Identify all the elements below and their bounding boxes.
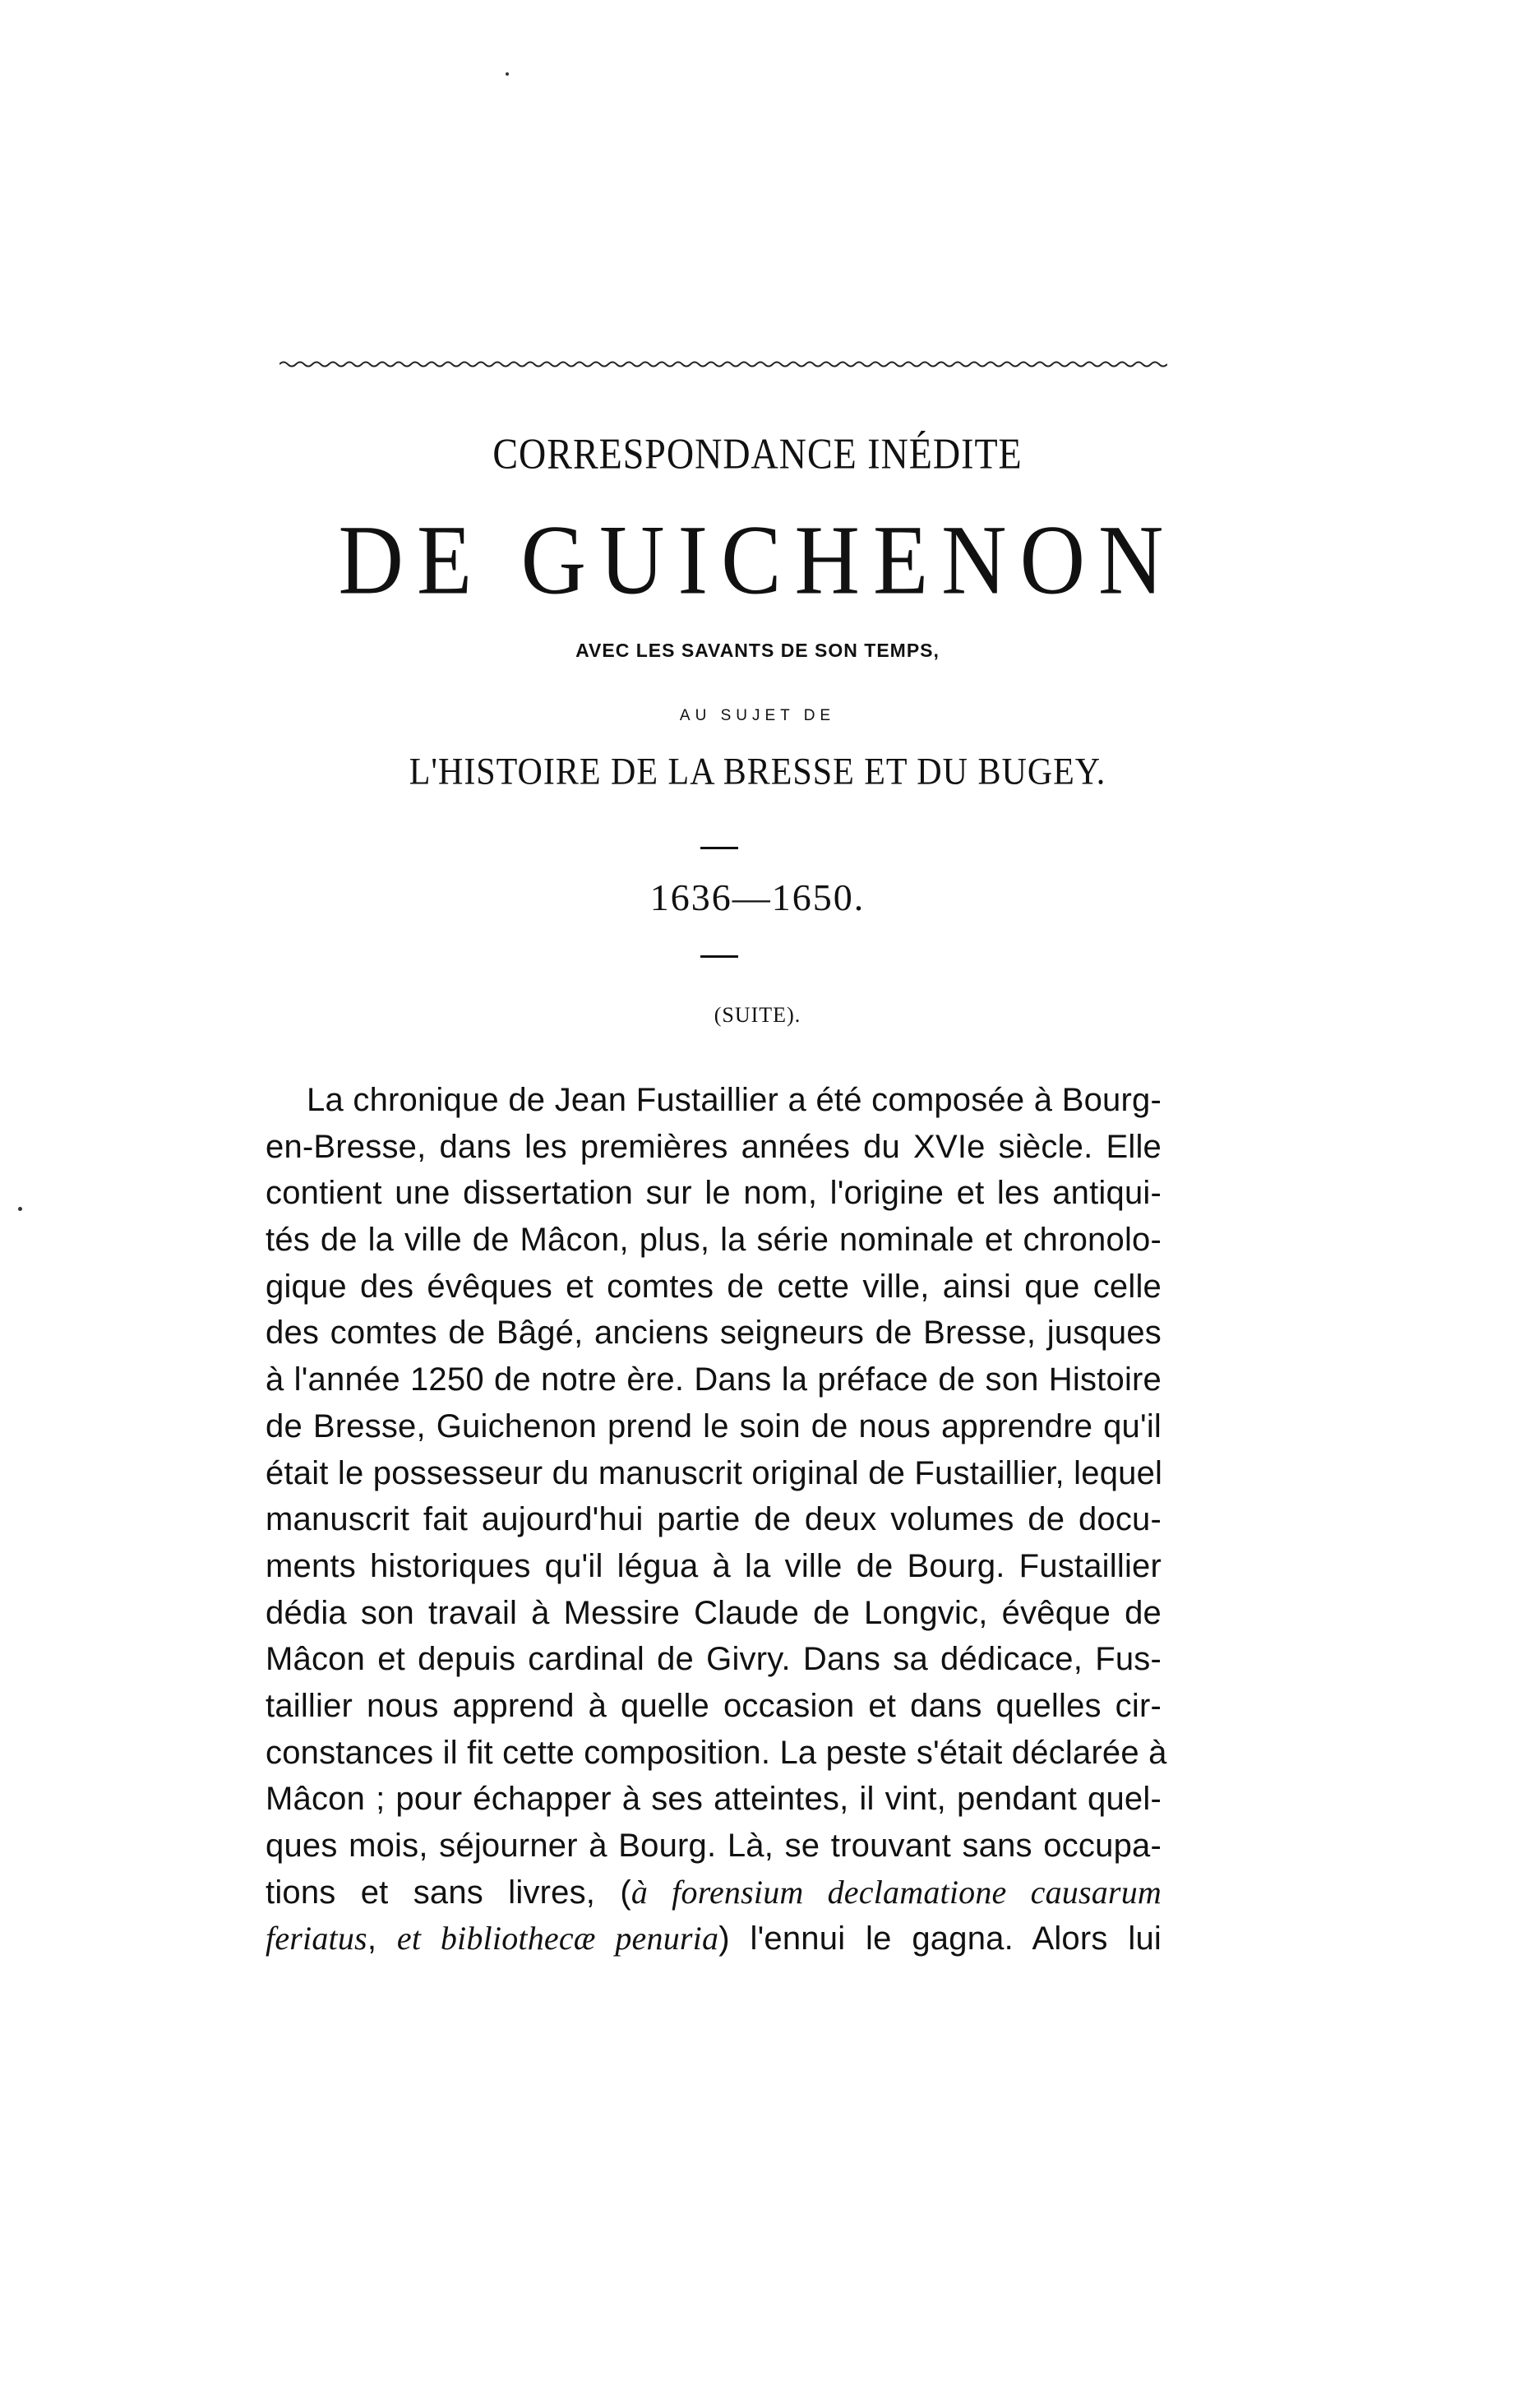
date-range: 1636—1650. bbox=[649, 876, 866, 918]
body-paragraph bbox=[266, 1077, 1167, 1962]
short-rule bbox=[700, 955, 738, 958]
heading-correspondance: CORRESPONDANCE INÉDITE bbox=[492, 429, 1023, 478]
text-line: dédia son travail à Messire Claude de Longvic, évêque de bbox=[266, 1594, 1162, 1631]
text-line: gique des évêques et comtes de cette ville, ainsi que celle bbox=[266, 1268, 1162, 1305]
suite-label: (SUITE). bbox=[714, 1003, 801, 1027]
text-fragment: , bbox=[367, 1920, 397, 1957]
text-fragment: tions et sans livres, bbox=[266, 1874, 596, 1911]
heading-guichenon: DE GUICHENON bbox=[338, 504, 1177, 616]
text-line: Mâcon et depuis cardinal de Givry. Dans sa dédicace, Fus- bbox=[266, 1641, 1162, 1678]
text-line-mixed bbox=[266, 1870, 1162, 1916]
text-fragment: ) l'ennui le gagna. Alors lui bbox=[718, 1920, 1162, 1957]
text-line: contient une dissertation sur le nom, l'origine et les antiqui- bbox=[266, 1175, 1162, 1212]
text-line: tés de la ville de Mâcon, plus, la série nominale et chronolo- bbox=[266, 1222, 1162, 1259]
text-line: ques mois, séjourner à Bourg. Là, se trouvant sans occupa- bbox=[266, 1828, 1162, 1864]
text-line: était le possesseur du manuscrit original de Fustaillier, lequel bbox=[266, 1454, 1163, 1491]
subtitle-savants: AVEC LES SAVANTS DE SON TEMPS, bbox=[575, 640, 940, 661]
paren-open: ( bbox=[620, 1874, 631, 1911]
latin-italic-word: feriatus bbox=[266, 1920, 367, 1957]
text-line: manuscrit fait aujourd'hui partie de deux volumes de docu- bbox=[266, 1501, 1162, 1538]
text-line: Mâcon ; pour échapper à ses atteintes, il vint, pendant quel- bbox=[266, 1781, 1162, 1818]
text-line: des comtes de Bâgé, anciens seigneurs de Bresse, jusques bbox=[266, 1315, 1162, 1352]
text-line: de Bresse, Guichenon prend le soin de nous apprendre qu'il bbox=[266, 1407, 1162, 1444]
text-line: à l'année 1250 de notre ère. Dans la préface de son Histoire bbox=[266, 1361, 1162, 1398]
latin-italic-phrase: et bibliothecæ penuria bbox=[396, 1920, 719, 1957]
text-line: en-Bresse, dans les premières années du XVIe siècle. Elle bbox=[266, 1128, 1162, 1165]
text-line-mixed bbox=[266, 1916, 1162, 1962]
latin-italic-phrase: à forensium declamatione causarum bbox=[630, 1873, 1162, 1911]
short-rule bbox=[700, 847, 738, 849]
ornamental-wavy-rule bbox=[279, 358, 1167, 370]
text-line: La chronique de Jean Fustaillier a été composée à Bourg- bbox=[307, 1082, 1162, 1118]
subtitle-au-sujet: AU SUJET DE bbox=[679, 707, 836, 724]
page-speck bbox=[506, 72, 509, 76]
text-line: ments historiques qu'il légua à la ville de Bourg. Fustaillier bbox=[266, 1547, 1162, 1584]
text-line: taillier nous apprend à quelle occasion et dans quelles cir- bbox=[266, 1687, 1162, 1724]
subtitle-histoire: L'HISTOIRE DE LA BRESSE ET DU BUGEY. bbox=[409, 751, 1106, 793]
page-speck bbox=[18, 1207, 22, 1211]
text-line: constances il fit cette composition. La peste s'était déclarée à bbox=[266, 1734, 1167, 1771]
